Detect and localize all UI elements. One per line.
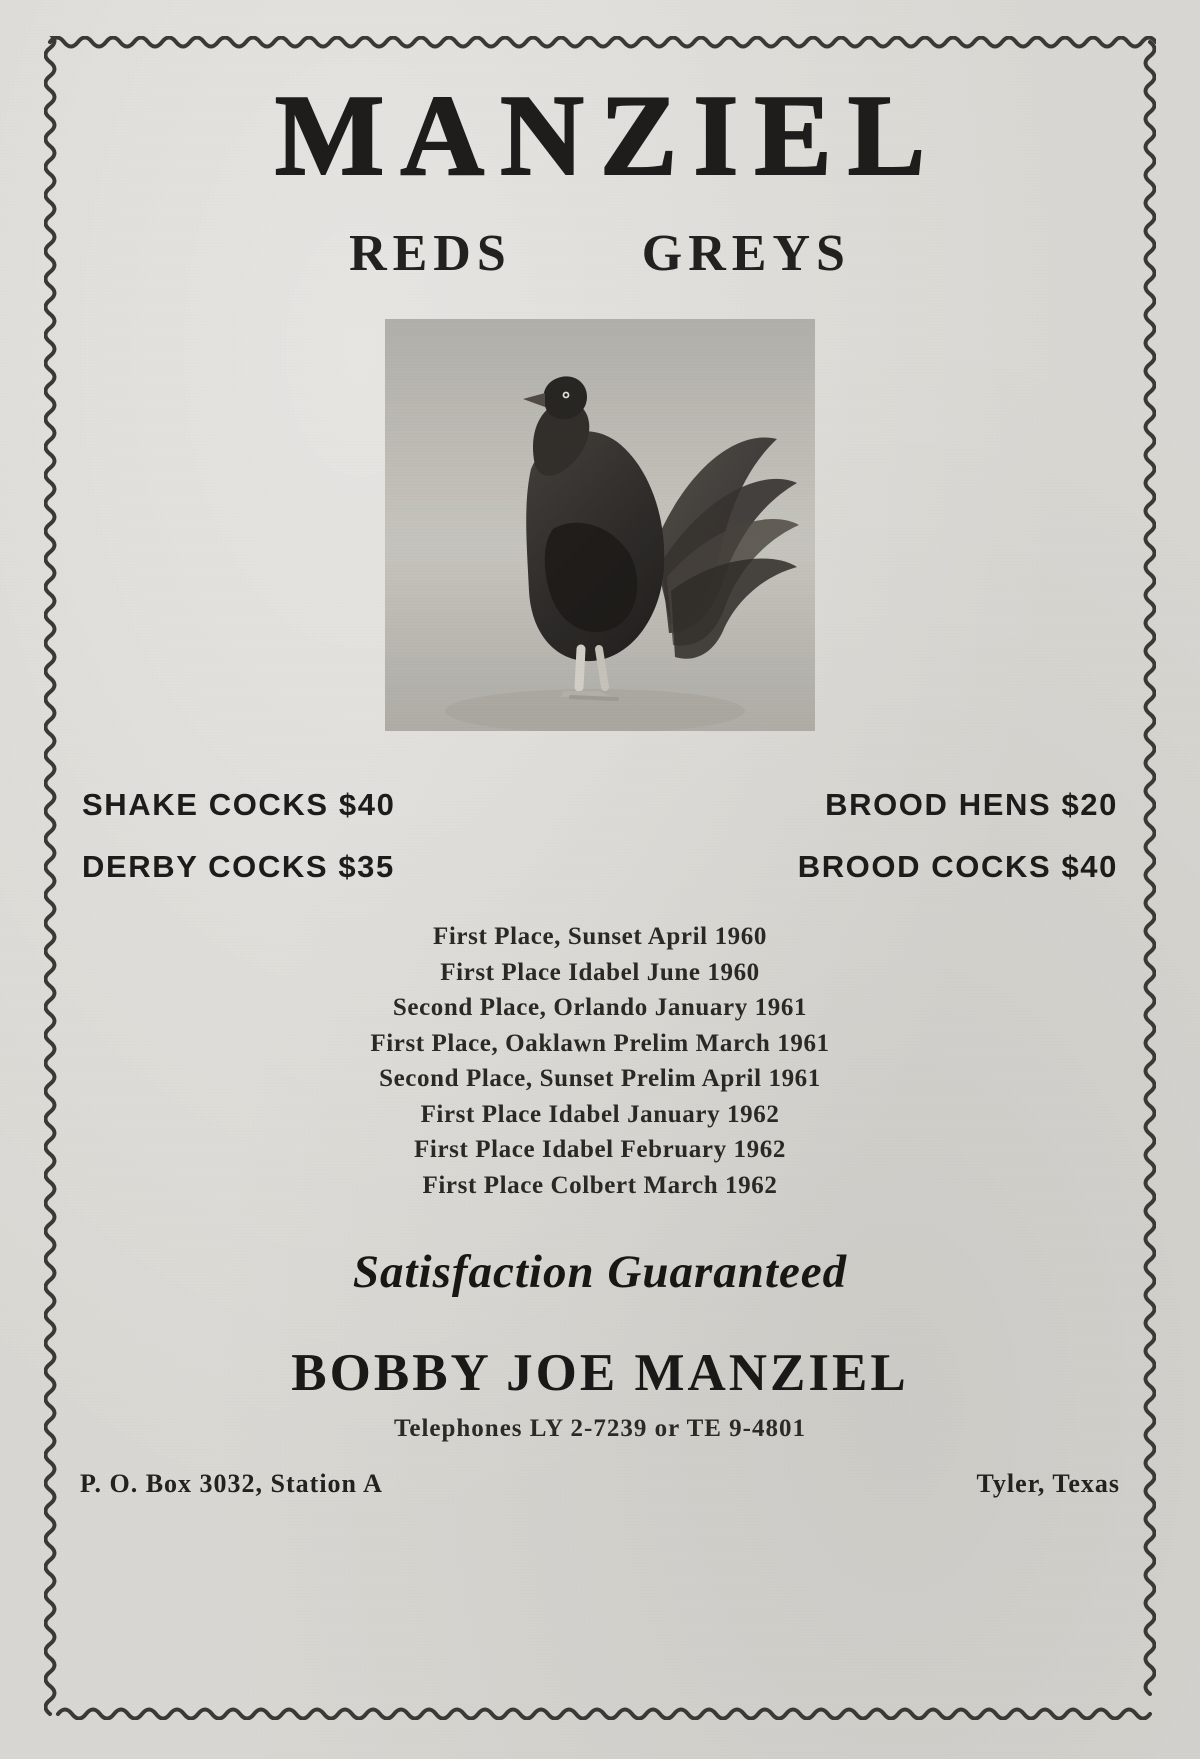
photo-grain-overlay [385,319,815,731]
breed-reds: REDS [349,225,512,282]
price-brood-hens: BROOD HENS $20 [825,787,1118,822]
list-item: Second Place, Orlando January 1961 [392,994,808,1021]
gamecock-photo-image [385,319,815,731]
telephone-numbers: Telephones LY 2-7239 or TE 9-4801 [393,1415,806,1442]
guarantee-text: Satisfaction Guaranteed [352,1246,848,1298]
price-row [82,849,1118,885]
owner-name: BOBBY JOE MANZIEL [291,1344,909,1402]
price-shake-cocks: SHAKE COCKS $40 [82,787,396,822]
page-title: MANZIEL [274,72,942,200]
address-row [70,1469,1130,1499]
list-item: First Place Idabel February 1962 [414,1136,786,1163]
list-item: First Place, Sunset April 1960 [433,923,767,950]
gamecock-photo [385,319,815,731]
price-brood-cocks: BROOD COCKS $40 [797,849,1118,884]
list-item: Second Place, Sunset Prelim April 1961 [379,1065,821,1092]
city-state: Tyler, Texas [976,1469,1120,1498]
price-derby-cocks: DERBY COCKS $35 [82,849,395,884]
list-item: First Place Idabel January 1962 [420,1100,780,1128]
breed-subtitles [70,224,1130,283]
list-item: First Place Idabel June 1960 [440,958,760,986]
price-list [70,787,1130,885]
win-record-list [70,919,1130,1203]
po-box-address: P. O. Box 3032, Station A [80,1469,383,1498]
price-row [82,787,1118,823]
poster-content [70,60,1130,1700]
breed-greys: GREYS [641,225,851,282]
list-item: First Place Colbert March 1962 [422,1171,778,1199]
list-item: First Place, Oaklawn Prelim March 1961 [370,1029,830,1057]
